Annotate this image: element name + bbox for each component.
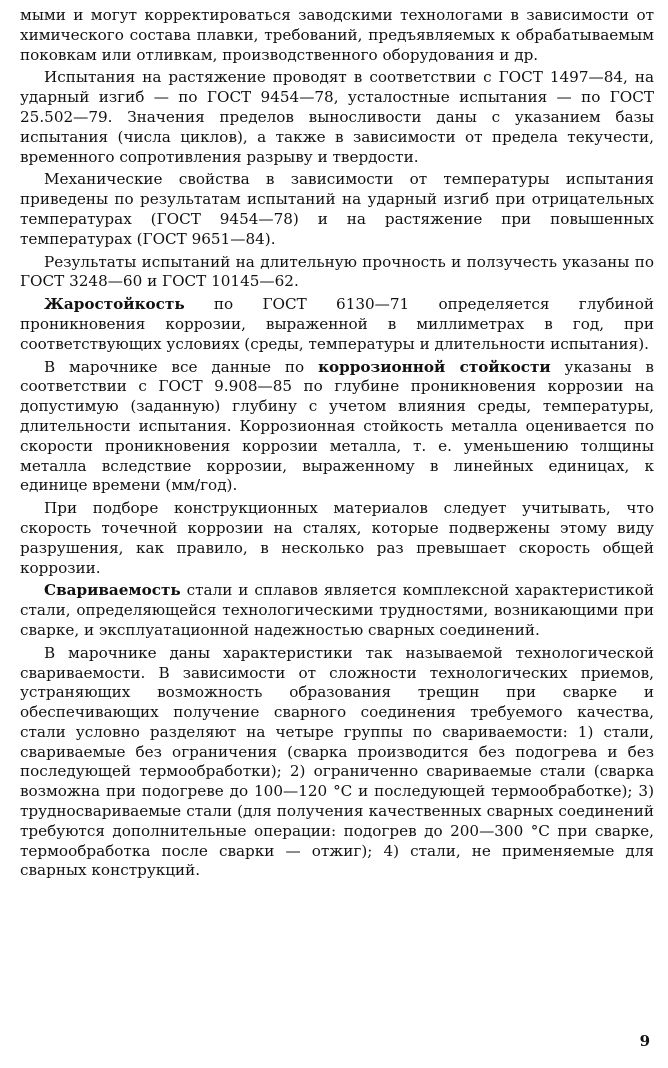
- paragraph-creep-results: Результаты испытаний на длительную прочность и ползучесть указаны по ГОСТ 3248—60 и ГОСТ 10145—62.: [20, 252, 654, 291]
- paragraph-tensile-tests: Испытания на растяжение проводят в соответствии с ГОСТ 1497—84, на ударный изгиб — по ГОСТ 9454—78, усталостные испытания — по ГОСТ 25.502—79. Значения пределов выносливости даны с указанием базы испытания (числа циклов), а также в зависимости от предела текучести, временного сопротивления разрыву и твердости.: [20, 68, 654, 166]
- paragraph-corrosion-resistance: [20, 358, 654, 497]
- page-number: 9: [639, 1032, 650, 1051]
- paragraph-pitting-corrosion: При подборе конструкционных материалов следует учитывать, что скорость точечной коррозии на сталях, которые подвержены этому виду разрушения, как правило, в несколько раз превышает скорость общей коррозии.: [20, 499, 654, 577]
- paragraph-mechanical-properties: Механические свойства в зависимости от температуры испытания приведены по результатам испытаний на ударный изгиб при отрицательных температурах (ГОСТ 9454—78) и на растяжение при повышенных температурах (ГОСТ 9651—84).: [20, 170, 654, 248]
- paragraph-corrosion-lead: В марочнике все данные по: [44, 357, 319, 376]
- term-corrosion-resistance: коррозионной стойкости: [318, 357, 551, 376]
- paragraph-heat-resistance-text: по ГОСТ 6130—71 определяется глубиной проникновения коррозии, выраженной в миллиметрах в год, при соответствующих условиях (среды, температуры и длительности испытания).: [20, 295, 654, 353]
- term-weldability: Свариваемость: [44, 581, 181, 600]
- paragraph-continuation: мыми и могут корректироваться заводскими технологами в зависимости от химического состава плавки, требований, предъявляемых к обрабатываемым поковкам или отливкам, производственного оборудования и др.: [20, 6, 654, 64]
- paragraph-weldability: [20, 581, 654, 640]
- body-text: [20, 6, 654, 881]
- paragraph-weldability-text: стали и сплавов является комплексной характеристикой стали, определяющейся технологическими трудностями, возникающими при сварке, и эксплуатационной надежностью сварных соединений.: [20, 581, 654, 639]
- term-heat-resistance: Жаростойкость: [44, 295, 185, 314]
- paragraph-heat-resistance: [20, 295, 654, 354]
- paragraph-weldability-groups: В марочнике даны характеристики так называемой технологической свариваемости. В зависимости от сложности технологических приемов, устраняющих возможность образования трещин при сварке и обеспечивающих получение сварного соединения требуемого качества, стали условно разделяют на четыре группы по свариваемости: 1) стали, свариваемые без ограничения (сварка производится без подогрева и без последующей термообработки); 2) ограниченно свариваемые стали (сварка возможна при подогреве до 100—120 °C и последующей термообработке); 3) трудносвариваемые стали (для получения качественных сварных соединений требуются дополнительные операции: подогрев до 200—300 °C при сварке, термообработка после сварки — отжиг); 4) стали, не применяемые для сварных конструкций.: [20, 643, 654, 880]
- paragraph-corrosion-text: указаны в соответствии с ГОСТ 9.908—85 по глубине проникновения коррозии на допустимую (заданную) глубину с учетом влияния среды, температуры, длительности испытания. Коррозионная стойкость металла оценивается по скорости проникновения коррозии металла, т. е. уменьшению толщины металла вследствие коррозии, выраженному в линейных единицах, к единице времени (мм/год).: [20, 357, 654, 495]
